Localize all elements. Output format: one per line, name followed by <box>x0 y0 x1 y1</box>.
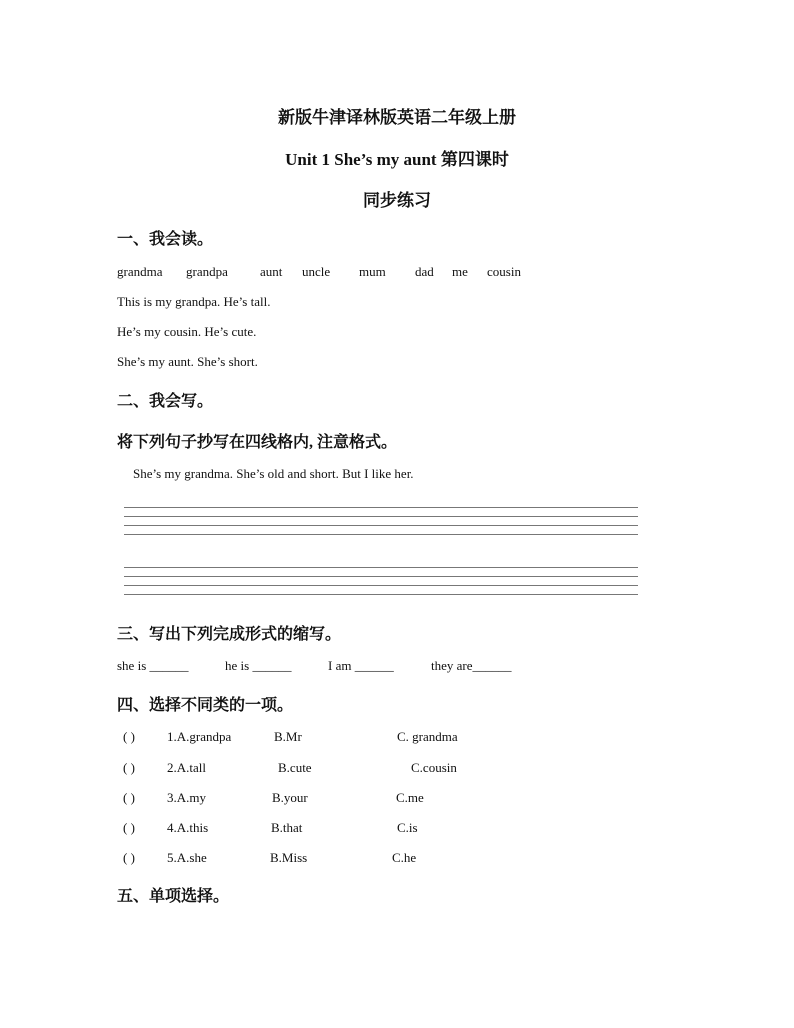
section1-heading: 一、我会读。 <box>117 231 214 248</box>
contraction-item[interactable]: he is ______ <box>225 658 292 673</box>
grid-line <box>124 525 638 526</box>
answer-blank[interactable]: ( ) <box>123 790 135 805</box>
option-c: C.he <box>392 850 417 865</box>
word-item: uncle <box>302 264 331 279</box>
grid-line <box>124 507 638 508</box>
answer-blank[interactable]: ( ) <box>123 760 135 775</box>
option-c: C.is <box>397 820 418 835</box>
option-c: C. grandma <box>397 729 458 744</box>
option-a: 4.A.this <box>167 820 209 835</box>
reading-sentence: She’s my aunt. She’s short. <box>117 354 258 369</box>
grid-line <box>124 585 638 586</box>
contraction-item[interactable]: I am ______ <box>328 658 394 673</box>
grid-line <box>124 534 638 535</box>
section2-heading: 二、我会写。 <box>117 393 214 410</box>
option-b: B.Mr <box>274 729 302 744</box>
option-b: B.that <box>271 820 303 835</box>
word-item: mum <box>359 264 386 279</box>
grid-line <box>124 576 638 577</box>
word-item: grandma <box>117 264 163 279</box>
practice-subtitle: 同步练习 <box>363 191 431 210</box>
grid-line <box>124 516 638 517</box>
reading-sentence: This is my grandpa. He’s tall. <box>117 294 271 309</box>
answer-blank[interactable]: ( ) <box>123 850 135 865</box>
copy-sentence: She’s my grandma. She’s old and short. But I like her. <box>133 466 414 481</box>
word-item: me <box>452 264 468 279</box>
four-line-grid[interactable] <box>124 567 638 603</box>
option-a: 2.A.tall <box>167 760 206 775</box>
option-b: B.Miss <box>270 850 308 865</box>
option-c: C.me <box>396 790 424 805</box>
contraction-item[interactable]: they are______ <box>431 658 512 673</box>
option-b: B.cute <box>278 760 312 775</box>
word-item: cousin <box>487 264 521 279</box>
grid-line <box>124 594 638 595</box>
option-a: 3.A.my <box>167 790 206 805</box>
answer-blank[interactable]: ( ) <box>123 729 135 744</box>
word-item: dad <box>415 264 434 279</box>
section5-heading: 五、单项选择。 <box>117 888 230 905</box>
unit-title: Unit 1 She’s my aunt 第四课时 <box>285 150 509 169</box>
word-item: aunt <box>260 264 283 279</box>
option-a: 1.A.grandpa <box>167 729 232 744</box>
option-a: 5.A.she <box>167 850 207 865</box>
option-c: C.cousin <box>411 760 457 775</box>
contraction-item[interactable]: she is ______ <box>117 658 189 673</box>
grid-line <box>124 567 638 568</box>
section4-heading: 四、选择不同类的一项。 <box>117 697 294 714</box>
section3-heading: 三、写出下列完成形式的缩写。 <box>117 626 342 643</box>
four-line-grid[interactable] <box>124 507 638 543</box>
word-item: grandpa <box>186 264 228 279</box>
reading-sentence: He’s my cousin. He’s cute. <box>117 324 257 339</box>
answer-blank[interactable]: ( ) <box>123 820 135 835</box>
copy-instruction: 将下列句子抄写在四线格内, 注意格式。 <box>117 434 398 451</box>
option-b: B.your <box>272 790 308 805</box>
document-title: 新版牛津译林版英语二年级上册 <box>278 108 516 127</box>
